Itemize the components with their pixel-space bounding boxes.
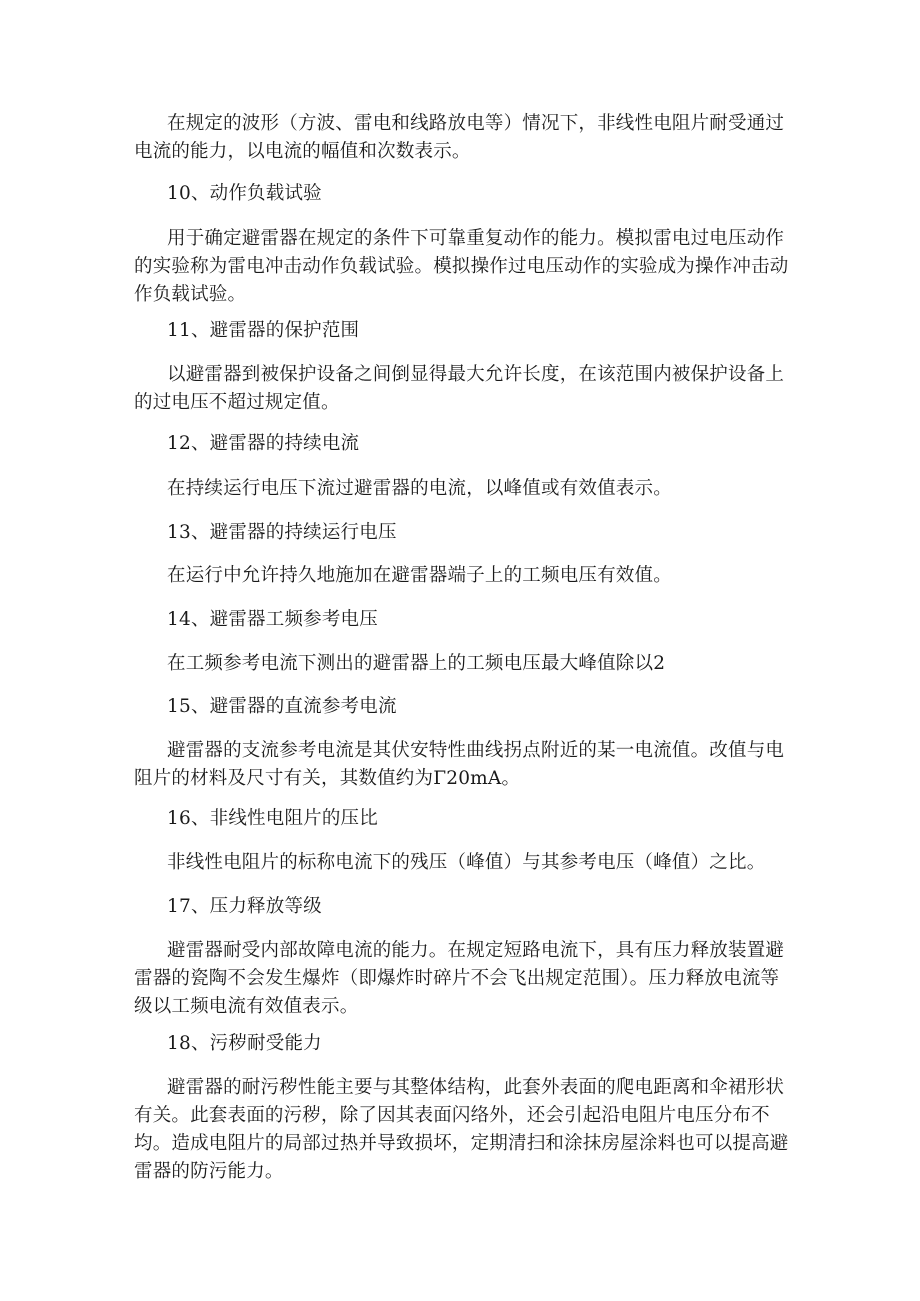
paragraph-12: 在持续运行电压下流过避雷器的电流，以峰值或有效值表示。 (167, 478, 672, 499)
paragraph-13: 在运行中允许持久地施加在避雷器端子上的工频电压有效值。 (167, 565, 672, 586)
heading-13: 13、避雷器的持续运行电压 (167, 522, 397, 543)
heading-14: 14、避雷器工频参考电压 (167, 609, 378, 630)
paragraph-17: 避雷器耐受内部故障电流的能力。在规定短路电流下，具有压力释放装置避雷器的瓷陶不会发生爆炸（即爆炸时碎片不会飞出规定范围）。压力释放电流等级以工频电流有效值表示。 (134, 940, 785, 1017)
paragraph-14: 在工频参考电流下测出的避雷器上的工频电压最大峰值除以2 (167, 653, 666, 674)
paragraph-18: 避雷器的耐污秽性能主要与其整体结构，此套外表面的爬电距离和伞裙形状有关。此套表面的污秽，除了因其表面闪络外，还会引起沿电阻片电压分布不均。造成电阻片的局部过热并导致损坏，定期清扫和涂抹房屋涂料也可以提高避雷器的防污能力。 (134, 1077, 789, 1182)
heading-15: 15、避雷器的直流参考电流 (167, 696, 397, 717)
heading-17: 17、压力释放等级 (167, 896, 322, 917)
heading-10: 10、动作负载试验 (167, 183, 322, 204)
paragraph-discharge-capability: 在规定的波形（方波、雷电和线路放电等）情况下，非线性电阻片耐受通过电流的能力，以电流的幅值和次数表示。 (134, 113, 785, 162)
paragraph-16: 非线性电阻片的标称电流下的残压（峰值）与其参考电压（峰值）之比。 (167, 852, 766, 873)
paragraph-10: 用于确定避雷器在规定的条件下可靠重复动作的能力。模拟雷电过电压动作的实验称为雷电冲击动作负载试验。模拟操作过电压动作的实验成为操作冲击动作负载试验。 (134, 228, 789, 305)
heading-18: 18、污秽耐受能力 (167, 1033, 322, 1054)
heading-16: 16、非线性电阻片的压比 (167, 808, 378, 829)
paragraph-11: 以避雷器到被保护设备之间倒显得最大允许长度，在该范围内被保护设备上的过电压不超过规定值。 (134, 364, 785, 413)
heading-11: 11、避雷器的保护范围 (167, 320, 360, 341)
heading-12: 12、避雷器的持续电流 (167, 433, 360, 454)
paragraph-15: 避雷器的支流参考电流是其伏安特性曲线拐点附近的某一电流值。改值与电阻片的材料及尺寸有关，其数值约为Γ20mA。 (134, 740, 785, 789)
